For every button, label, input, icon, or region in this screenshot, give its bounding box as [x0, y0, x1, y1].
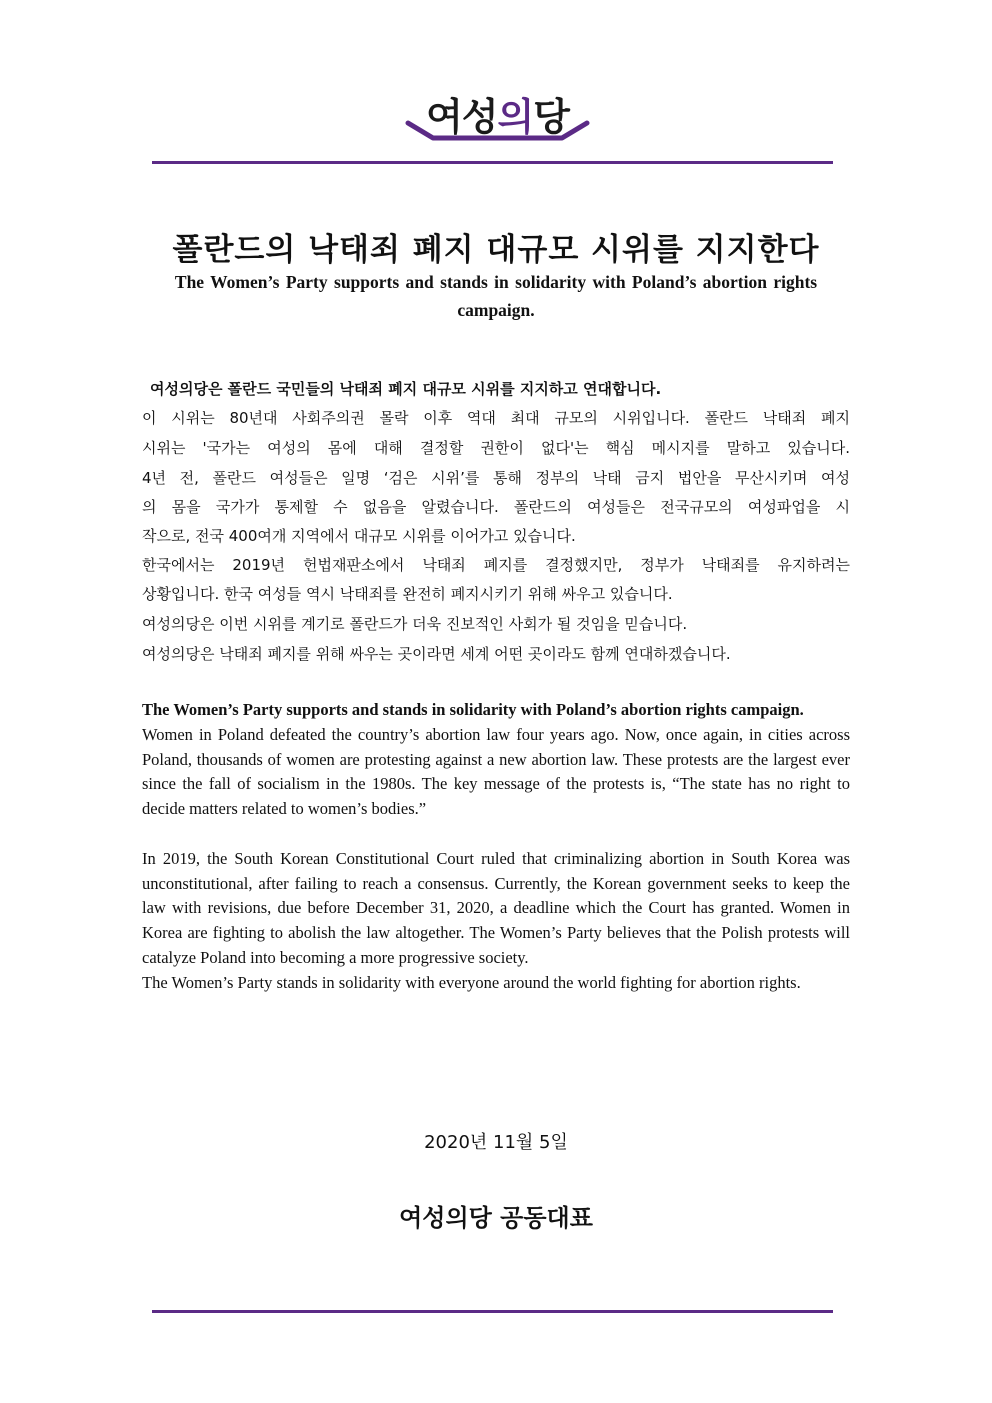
logo-text-part2: 당 — [533, 95, 569, 139]
signature: 여성의당 공동대표 — [399, 1204, 593, 1232]
korean-body-line: 의 몸을 국가가 통제할 수 없음을 알렸습니다. 폴란드의 여성들은 전국규모의 여성파업을 시 — [142, 498, 850, 516]
korean-body-line: 상황입니다. 한국 여성들 역시 낙태죄를 완전히 폐지시키기 위해 싸우고 있습니다. — [142, 585, 673, 603]
korean-body-line: 여성의당은 이번 시위를 계기로 폴란드가 더욱 진보적인 사회가 될 것임을 믿습니다. — [142, 615, 688, 633]
korean-body-line: 작으로, 전국 400여개 지역에서 대규모 시위를 이어가고 있습니다. — [142, 527, 576, 545]
header-divider — [152, 161, 833, 164]
korean-lead-statement: 여성의당은 폴란드 국민들의 낙태죄 폐지 대규모 시위를 지지하고 연대합니다. — [150, 380, 662, 398]
english-heading: The Women’s Party supports and stands in solidarity with Poland’s abortion rights campaign. — [142, 700, 804, 719]
page-title-english: The Women’s Party supports and stands in solidarity with Poland’s abortion rights campaign. — [174, 272, 818, 320]
document-date: 2020년 11월 5일 — [424, 1132, 568, 1153]
logo-text-accent: 의 — [497, 95, 534, 139]
english-paragraph-3: The Women’s Party stands in solidarity with everyone around the world fighting for abortion rights. — [142, 972, 801, 992]
korean-body-line: 이 시위는 80년대 사회주의권 몰락 이후 역대 최대 규모의 시위입니다. 폴란드 낙태죄 폐지 — [142, 409, 850, 427]
logo-text-part1: 여성 — [426, 95, 498, 139]
korean-body-line: 4년 전, 폴란드 여성들은 일명 ‘검은 시위’를 통해 정부의 낙태 금지 법안을 무산시키며 여성 — [142, 469, 850, 487]
korean-body-line: 한국에서는 2019년 헌법재판소에서 낙태죄 폐지를 결정했지만, 정부가 낙태죄를 유지하려는 — [142, 556, 850, 574]
korean-body-line: 시위는 '국가는 여성의 몸에 대해 결정할 권한이 없다'는 핵심 메시지를 말하고 있습니다. — [142, 439, 850, 457]
english-section — [142, 698, 850, 996]
page-title-korean: 폴란드의 낙태죄 폐지 대규모 시위를 지지한다 — [172, 232, 820, 268]
logo-chevron-icon — [405, 120, 590, 142]
party-logo — [405, 82, 590, 144]
english-paragraph-2: In 2019, the South Korean Constitutional Court ruled that criminalizing abortion in South Korea was unconstitutional, after failing to reach a consensus. Currently, the Korean government seeks to keep the law with revisions, due before December 31, 2020, a deadline which the Court has granted. Women in Korea are fighting to abolish the law altogether. The Women’s Party believes that the Polish protests will catalyze Poland into becoming a more progressive society. — [142, 848, 850, 967]
footer-divider — [152, 1310, 833, 1313]
english-paragraph-1: Women in Poland defeated the country’s abortion law four years ago. Now, once again, in cities across Poland, thousands of women are protesting against a new abortion law. These protests are the largest ever since the fall of socialism in the 1980s. The key message of the protests is, “The state has no right to decide matters related to women’s bodies.” — [142, 724, 850, 819]
korean-body-line: 여성의당은 낙태죄 폐지를 위해 싸우는 곳이라면 세계 어떤 곳이라도 함께 연대하겠습니다. — [142, 645, 731, 663]
